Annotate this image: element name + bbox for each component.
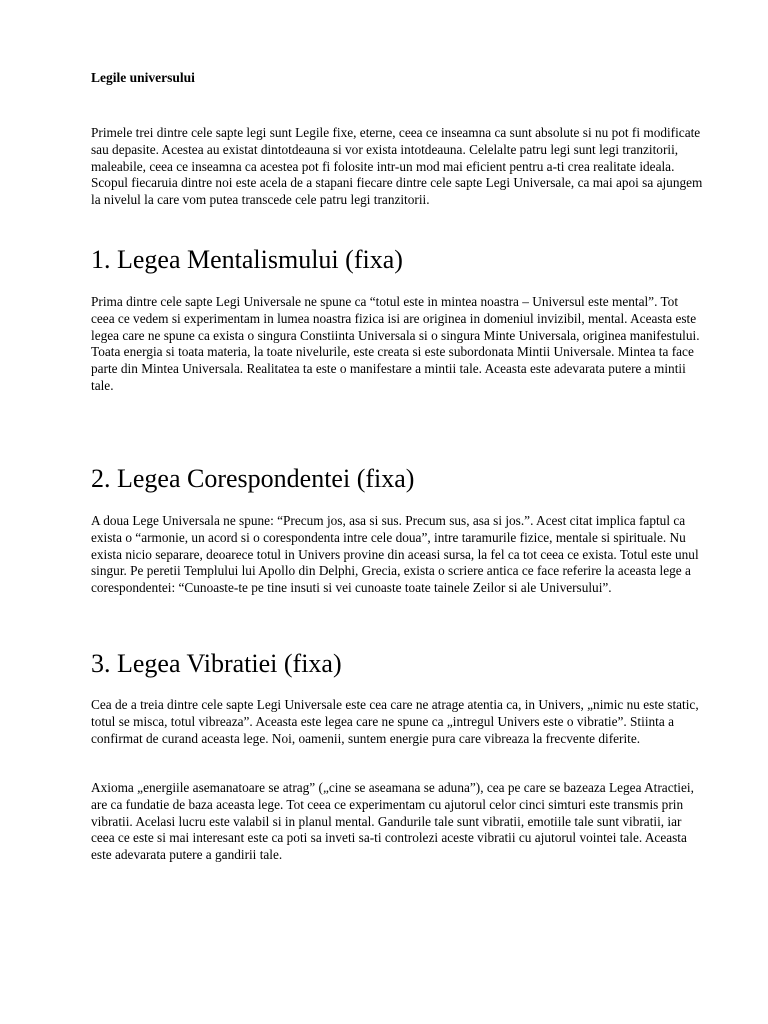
section-paragraph-mentalism: Prima dintre cele sapte Legi Universale ne spune ca “totul este in mintea noastra – Universul este mental”. Tot ceea ce vedem si experimentam in lumea noastra fizica isi are originea in domeniul invizibil, mental. Aceasta este legea care ne spune ca exista o singura Constiinta Universala si o singura Minte Universala, originea manifestului. Toata energia si toata materia, la toate nivelurile, este creata si este subordonata Mintii Universale. Mintea ta face parte din Mintea Universala. Realitatea ta este o manifestare a mintii tale. Aceasta este adevarata putere a mintii tale. — [91, 294, 700, 393]
section-paragraph-correspondence: A doua Lege Universala ne spune: “Precum jos, asa si sus. Precum sus, asa si jos.”. Acest citat implica faptul ca exista o “armonie, un acord si o corespondenta intre cele doua”, intre taramurile fizice, mentale si spirituale. Nu exista nicio separare, deoarece totul in Univers provine din aceasi sursa, la fel ca tot ceea ce exista. Totul este unul singur. Pe peretii Templului lui Apollo din Delphi, Grecia, exista o scriere antica ce face referire la aceasta lege a corespondentei: “Cunoaste-te pe tine insuti si vei cunoaste toate tainele Zeilor si ale Universului”. — [91, 513, 699, 596]
intro-paragraph: Primele trei dintre cele sapte legi sunt Legile fixe, eterne, ceea ce inseamna ca sunt absolute si nu pot fi modificate sau depasite. Acestea au existat dintotdeauna si vor exista intotdeauna. Celelalte patru legi sunt legi tranzitorii, maleabile, ceea ce inseamna ca acestea pot fi folosite intr-un mod mai eficient pentru a-ti crea realitate ideala. Scopul fiecaruia dintre noi este acela de a stapani fiecare dintre cele sapte Legi Universale, ca mai apoi sa ajungem la nivelul la care vom putea transcede cele patru legi tranzitorii. — [91, 125, 703, 208]
section-paragraph-vibration-1: Cea de a treia dintre cele sapte Legi Universale este cea care ne atrage atentia ca, in Univers, „nimic nu este static, totul se misca, totul vibreaza”. Aceasta este legea care ne spune ca „intregul Univers este o vibratie”. Stiinta a confirmat de curand aceasta lege. Noi, oamenii, suntem energie pura care vibreaza la frecvente diferite. — [91, 697, 699, 746]
section-heading-mentalism: 1. Legea Mentalismului (fixa) — [91, 245, 403, 274]
section-paragraph-vibration-2: Axioma „energiile asemanatoare se atrag” („cine se aseamana se aduna”), cea pe care se bazeaza Legea Atractiei, are ca fundatie de baza aceasta lege. Tot ceea ce experimentam cu ajutorul celor cinci simturi este transmis prin vibratii. Acelasi lucru este valabil si in planul mental. Gandurile tale sunt vibratii, emotiile tale sunt vibratii, iar ceea ce este si mai interesant este ca poti sa inveti sa-ti controlezi aceste vibratii cu ajutorul vointei tale. Aceasta este adevarata putere a gandirii tale. — [91, 780, 694, 863]
document-title: Legile universului — [91, 70, 195, 85]
section-heading-correspondence: 2. Legea Corespondentei (fixa) — [91, 464, 415, 493]
section-heading-vibration: 3. Legea Vibratiei (fixa) — [91, 649, 342, 678]
